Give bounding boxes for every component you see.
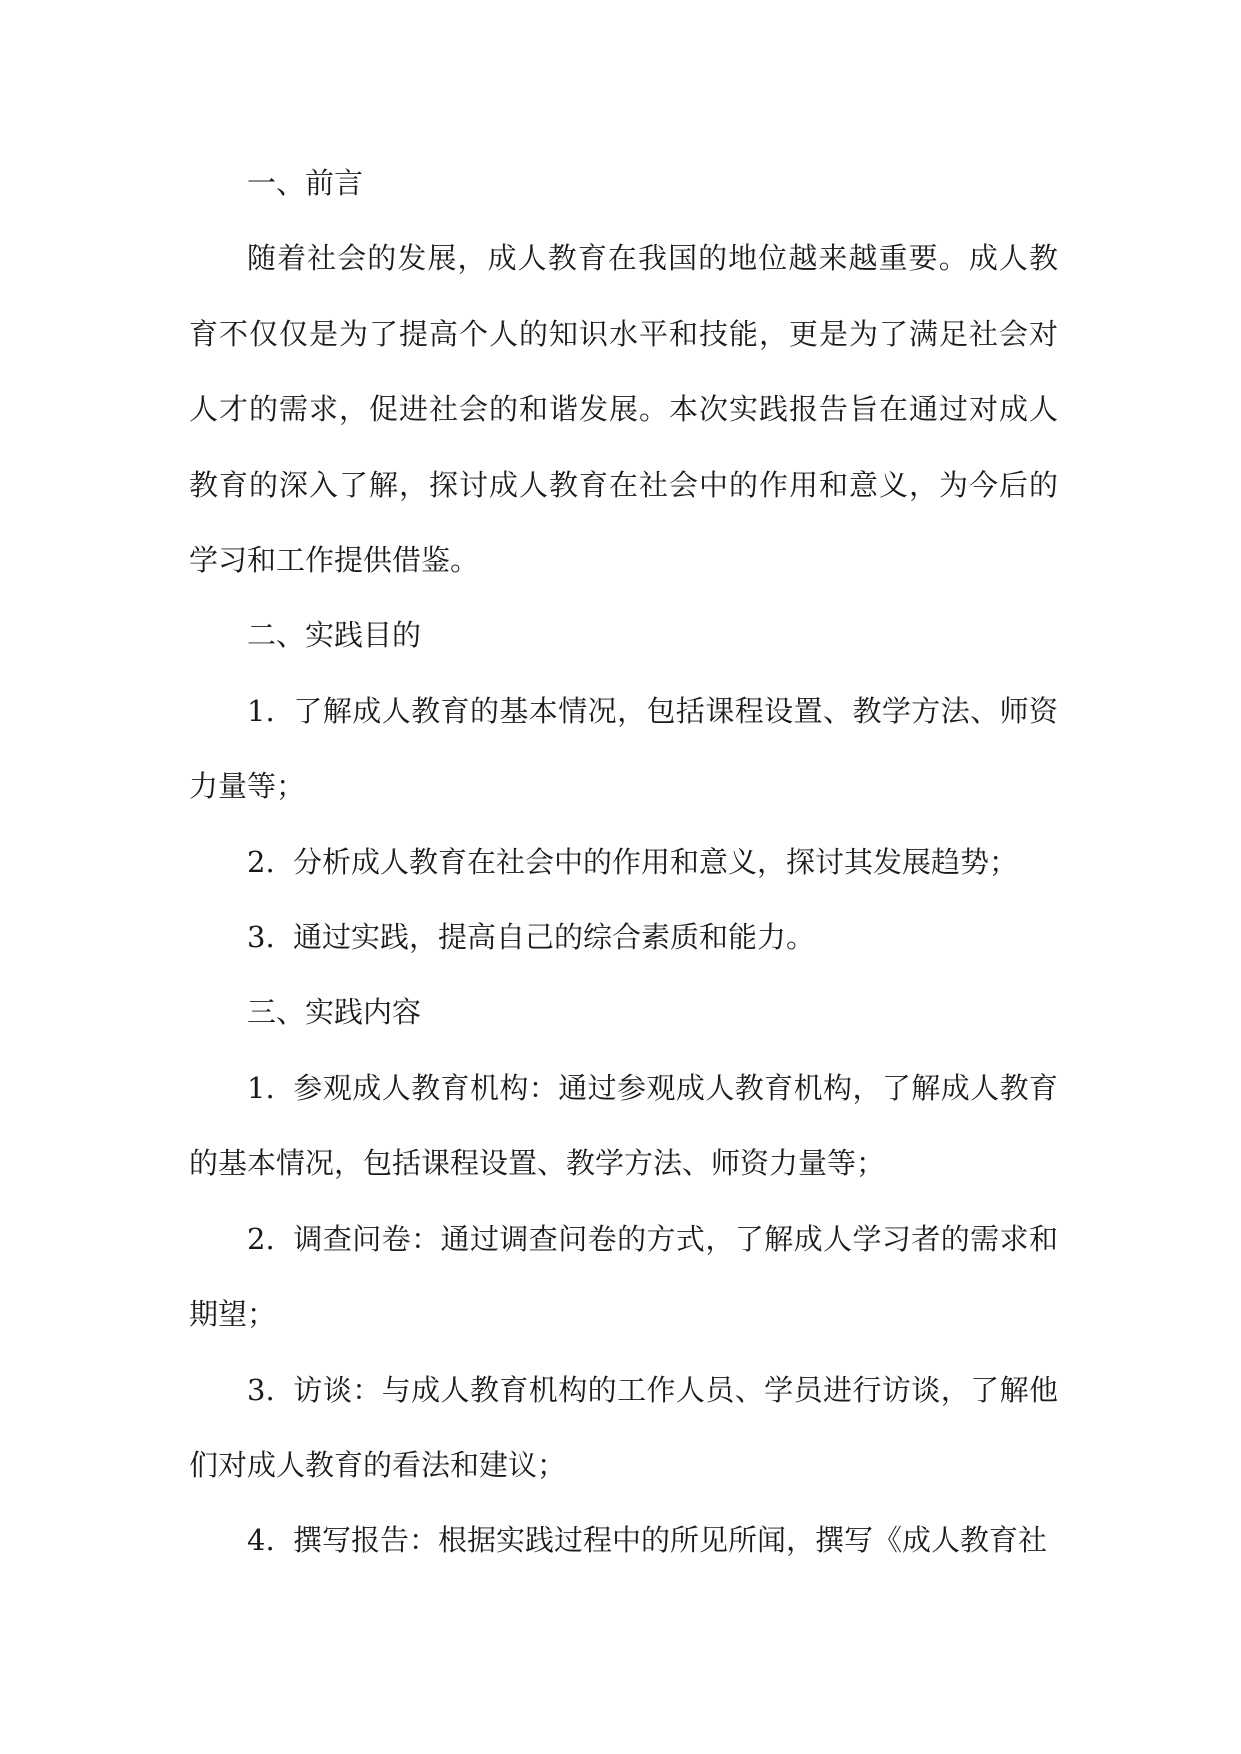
purpose-item [189,674,1058,825]
purpose-item-number: 2. [247,844,275,879]
content-item-number: 3. [247,1372,275,1407]
content-item-number: 2. [247,1221,275,1256]
content-item [189,1202,1058,1353]
content-item [189,1051,1058,1202]
purpose-item-text: 了解成人教育的基本情况，包括课程设置、教学方法、师资力量等； [189,693,1058,804]
document-body [189,146,1058,1579]
content-item-text: 调查问卷：通过调查问卷的方式，了解成人学习者的需求和期望； [189,1221,1058,1332]
purpose-item [189,825,1058,900]
preface-paragraph: 随着社会的发展，成人教育在我国的地位越来越重要。成人教育不仅仅是为了提高个人的知识水平和技能，更是为了满足社会对人才的需求，促进社会的和谐发展。本次实践报告旨在通过对成人教育的深入了解，探讨成人教育在社会中的作用和意义，为今后的学习和工作提供借鉴。 [189,241,1058,578]
content-item-text: 访谈：与成人教育机构的工作人员、学员进行访谈，了解他们对成人教育的看法和建议； [189,1372,1058,1482]
content-item-text: 参观成人教育机构：通过参观成人教育机构，了解成人教育的基本情况，包括课程设置、教学方法、师资力量等； [189,1070,1058,1181]
section-heading-purpose: 二、实践目的 [247,618,422,653]
purpose-item-number: 3. [247,920,275,955]
content-item [189,1353,1058,1504]
purpose-item [189,900,1058,975]
section-heading-content: 三、实践内容 [247,995,422,1030]
content-item [189,1503,1058,1578]
purpose-item-number: 1. [247,693,275,728]
purpose-item-text: 通过实践，提高自己的综合素质和能力。 [293,920,816,955]
content-item-text: 撰写报告：根据实践过程中的所见所闻，撰写《成人教育社 [293,1523,1048,1558]
content-item-number: 1. [247,1070,275,1105]
purpose-item-text: 分析成人教育在社会中的作用和意义，探讨其发展趋势； [293,844,1019,879]
section-heading-preface: 一、前言 [247,166,364,200]
content-item-number: 4. [247,1523,275,1558]
